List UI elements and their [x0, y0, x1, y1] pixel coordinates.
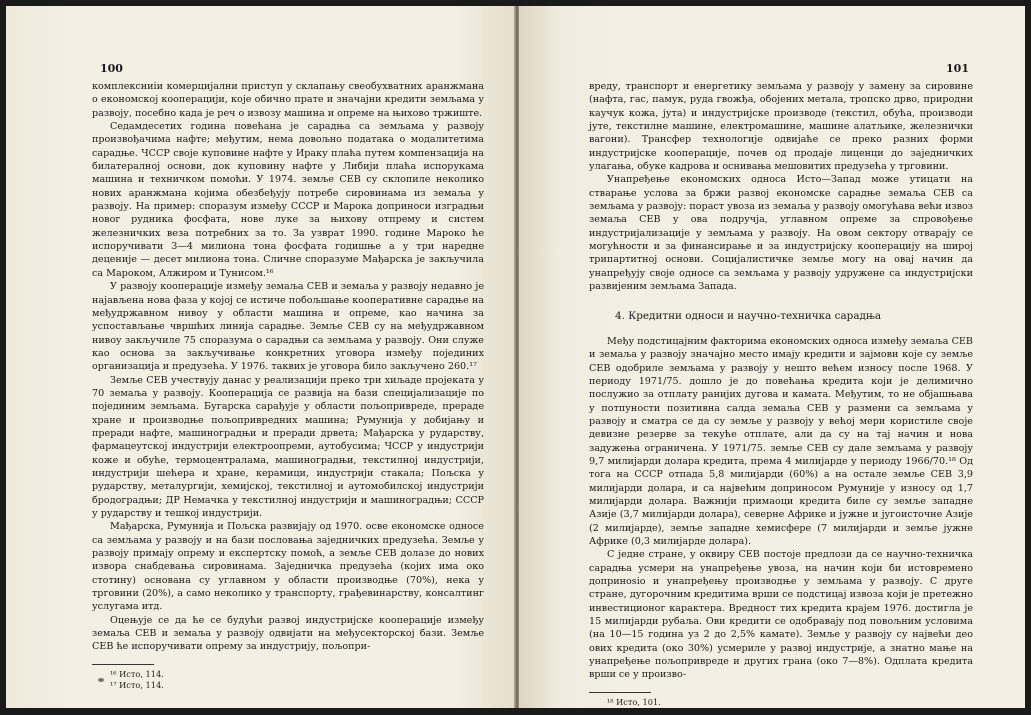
- section-heading: 4. Кредитни односи и научно-техничка сарадња: [615, 309, 882, 322]
- paragraph: У развоју кооперације између земаља СЕВ и земаља у развоју недавно је најављена нова фаза у којој се истиче побољшање кооперативне сарадње на међудржавном нивоу у области машина и опреме, као начина за успостављање чвршћих линија сарадње. Земље СЕВ су на међудржавном нивоу закључиле 75 споразума о сарадњи са земљама у развоју. Они служе као основа за закључивање конкретних уговора између појединих организација и предузећа. У 1976. таквих је уговора било закључено 260.¹⁷: [92, 281, 484, 373]
- paragraph: Земље СЕВ учествују данас у реализацији преко три хиљаде пројеката у 70 земаља у развоју. Кооперација се развија на бази специјализације по појединим земљама. Бугарска сарађује у области пољопривреде, прераде хране и производње пољопривредних машина; Румунија у добијању и преради нафте, машиноградњи и преради дрвета; Мађарска у рударству, фармацеутској индустрији електроопреми, аутобусима; ЧССР у индустрији коже и обуће, термоцентралама, машиноградњи, текстилној индустрији, индустрији шећера и хране, керамици, индустрији стакала; Пољска у рударству, металургији, хемијској, текстилној и аутомобилској индустрији бродоградњи; ДР Немачка у текстилној индустрији и машиноградњи; СССР у рударству и тешкој индустрији.: [92, 374, 484, 519]
- right-page: [519, 6, 1025, 708]
- page-number-left: 100: [100, 62, 123, 75]
- paragraph: Мађарска, Румунија и Пољска развијају од 1970. осве економске односе са земљама у развоју и на бази пословања заједничких предузећа. Земље у развоју примају опрему и експертску помоћ, а земље СЕВ долазе до нових извора снабдевања сировинама. Заједничка предузећа (којих има око стотину) основана су углавном у области производње (70%), нека у трговини (20%), а само неколико у транспорту, грађевинарству, консалтинг услугама итд.: [92, 521, 484, 613]
- paragraph: Оцењује се да ће се будући развој индустријске кооперације између земаља СЕВ и земаља у развоју одвијати на међусекторској бази. Земље СЕВ ће испоручивати опрему за индустрију, пољопри-: [92, 614, 484, 653]
- paragraph: Седамдесетих година повећана је сарадња са земљама у развоју произвођачима нафте; међутим, нема довољно података о модалитетима сарадње. ЧССР своје куповине нафте у Ираку плаћа путем компензација на билатералној основи, док куповину нафте у Либији плаћа испорукама машина и техничком помоћи. У 1974. земље СЕВ су склопиле неколико нових аранжмана којима обезбеђују потребе сировинама из земаља у развоју. На пример: споразум између СССР и Марока доприноси изградњи новог рудника фосфата, нове луке за њихову отпрему и систем железничких веза потребних за то. За узврат 1990. године Мароко ће испоручивати 3—4 милиона тона фосфата годишње а у три наредне деценије — десет милиона тона. Сличне споразуме Мађарска је закључила са Мароком, Алжиром и Тунисом.¹⁶: [92, 121, 484, 279]
- footnote: ¹⁶ Исто, 114.: [110, 668, 164, 679]
- left-page: [6, 6, 516, 708]
- left-page-text: [92, 80, 484, 691]
- paragraph: С једне стране, у оквиру СЕВ постоје предлози да се научно-техничка сарадња усмери на унапређење увоза, на начин који би истовремено допринosio и унапређењу производње у земљама у развоју. С друге стране, дугорочним кредитима врши се подстицај извоза који је претежно инвестиционог карактера. Вредност тих кредита крајем 1976. достигла је 15 милијарди рубаља. Ови кредити се одобравају под повољним условима (на 10—15 година уз 2 до 2,5% камате). Земље у развоју су највећи део ових кредита (око 30%) усмериле у развој индустрије, а знатно мање на унапређење пољопривреде и других грана (око 7—8%). Одплата кредита врши се у произво-: [589, 549, 973, 681]
- paragraph: комплексниіи комерцијални приступ у склапању свеобухватних аранжмана о економској кооперацији, које обично прате и значајни кредити земљама у развоју, посебно када је реч о извозу машина и опреме на њихово тржиште.: [92, 81, 484, 119]
- footnote: ¹⁷ Исто, 114.: [110, 679, 164, 690]
- paragraph: Унапређење економских односа Исто—Запад може утицати на стварање услова за бржи развој економске сарадње земаља СЕВ са земљама у развоју: пораст увоза из земаља у развоју омогућава већи извоз земаља СЕВ у ова подручја, углавном опреме за спровођење индустријализације у земљама у развоју. На овом сектору отварају се могућности и за финансирање и за индустријску кооперацију на широј трипартитној основи. Социјалистичке земље могу на овај начин да унапређују своје односе са земљама у развоју удружене са индустријски развијеним земљама Запада.: [589, 174, 973, 293]
- ink-spot: [98, 678, 104, 682]
- footnote: ¹⁸ Исто, 101.: [607, 696, 661, 707]
- footnote-rule: [92, 664, 154, 665]
- paragraph: вреду, транспорт и енергетику земљама у развоју у замену за сировине (нафта, гас, памук, руда гвожђа, обојених метала, тропско дрво, природни каучук кожа, јута) и индустријске производе (текстил, обућа, производи јуте, текстилне машине, електромашине, машине алатљике, железнички вагони). Трансфер технологије одвијаће се преко разних форми индустријске кооперације, почев од продаје лиценци до заједничких улагања, обуке кадрова и оснивања мешовитих предузећа у трговини.: [589, 81, 973, 173]
- paragraph: Међу подстицајним факторима економских односа између земаља СЕВ и земаља у развоју значајно место имају кредити и зајмови које су земље СЕВ одобриле земљама у развоју у нешто већем износу после 1968. У периоду 1971/75. дошло је до повећања кредита који је делимично послужио за отплату ранијих дугова и камата. Међутим, то не објашњава у потпуности позитивна салда земаља СЕВ у размени са земљама у развоју и сматра се да су земље у развоју у већој мери користиле своје девизне резерве за текуће отплате, али да су на тај начин и нова задужења ограничена. У 1971/75. земље СЕВ су дале земљама у развоју 9,7 милијарди долара кредита, према 4 милијарде у периоду 1966/70.¹⁸ Од тога на СССР отпада 5,8 милијарди (60%) а на остале земље СЕВ 3,9 милијарди долара, и са највећим доприносом Румуније у износу од 1,7 милијарди долара. Важнији примаоци кредита биле су земље западне Азије (3,7 милијарди долара), северне Африке и јужне и југоисточне Азије (2 милијарде), земље западне хемисфере (7 милијарди и земље јужне Африке (0,3 милијарде долара).: [589, 335, 973, 547]
- page-number-right: 101: [946, 62, 969, 75]
- right-page-text: [589, 80, 973, 708]
- footnote-rule: [589, 692, 651, 693]
